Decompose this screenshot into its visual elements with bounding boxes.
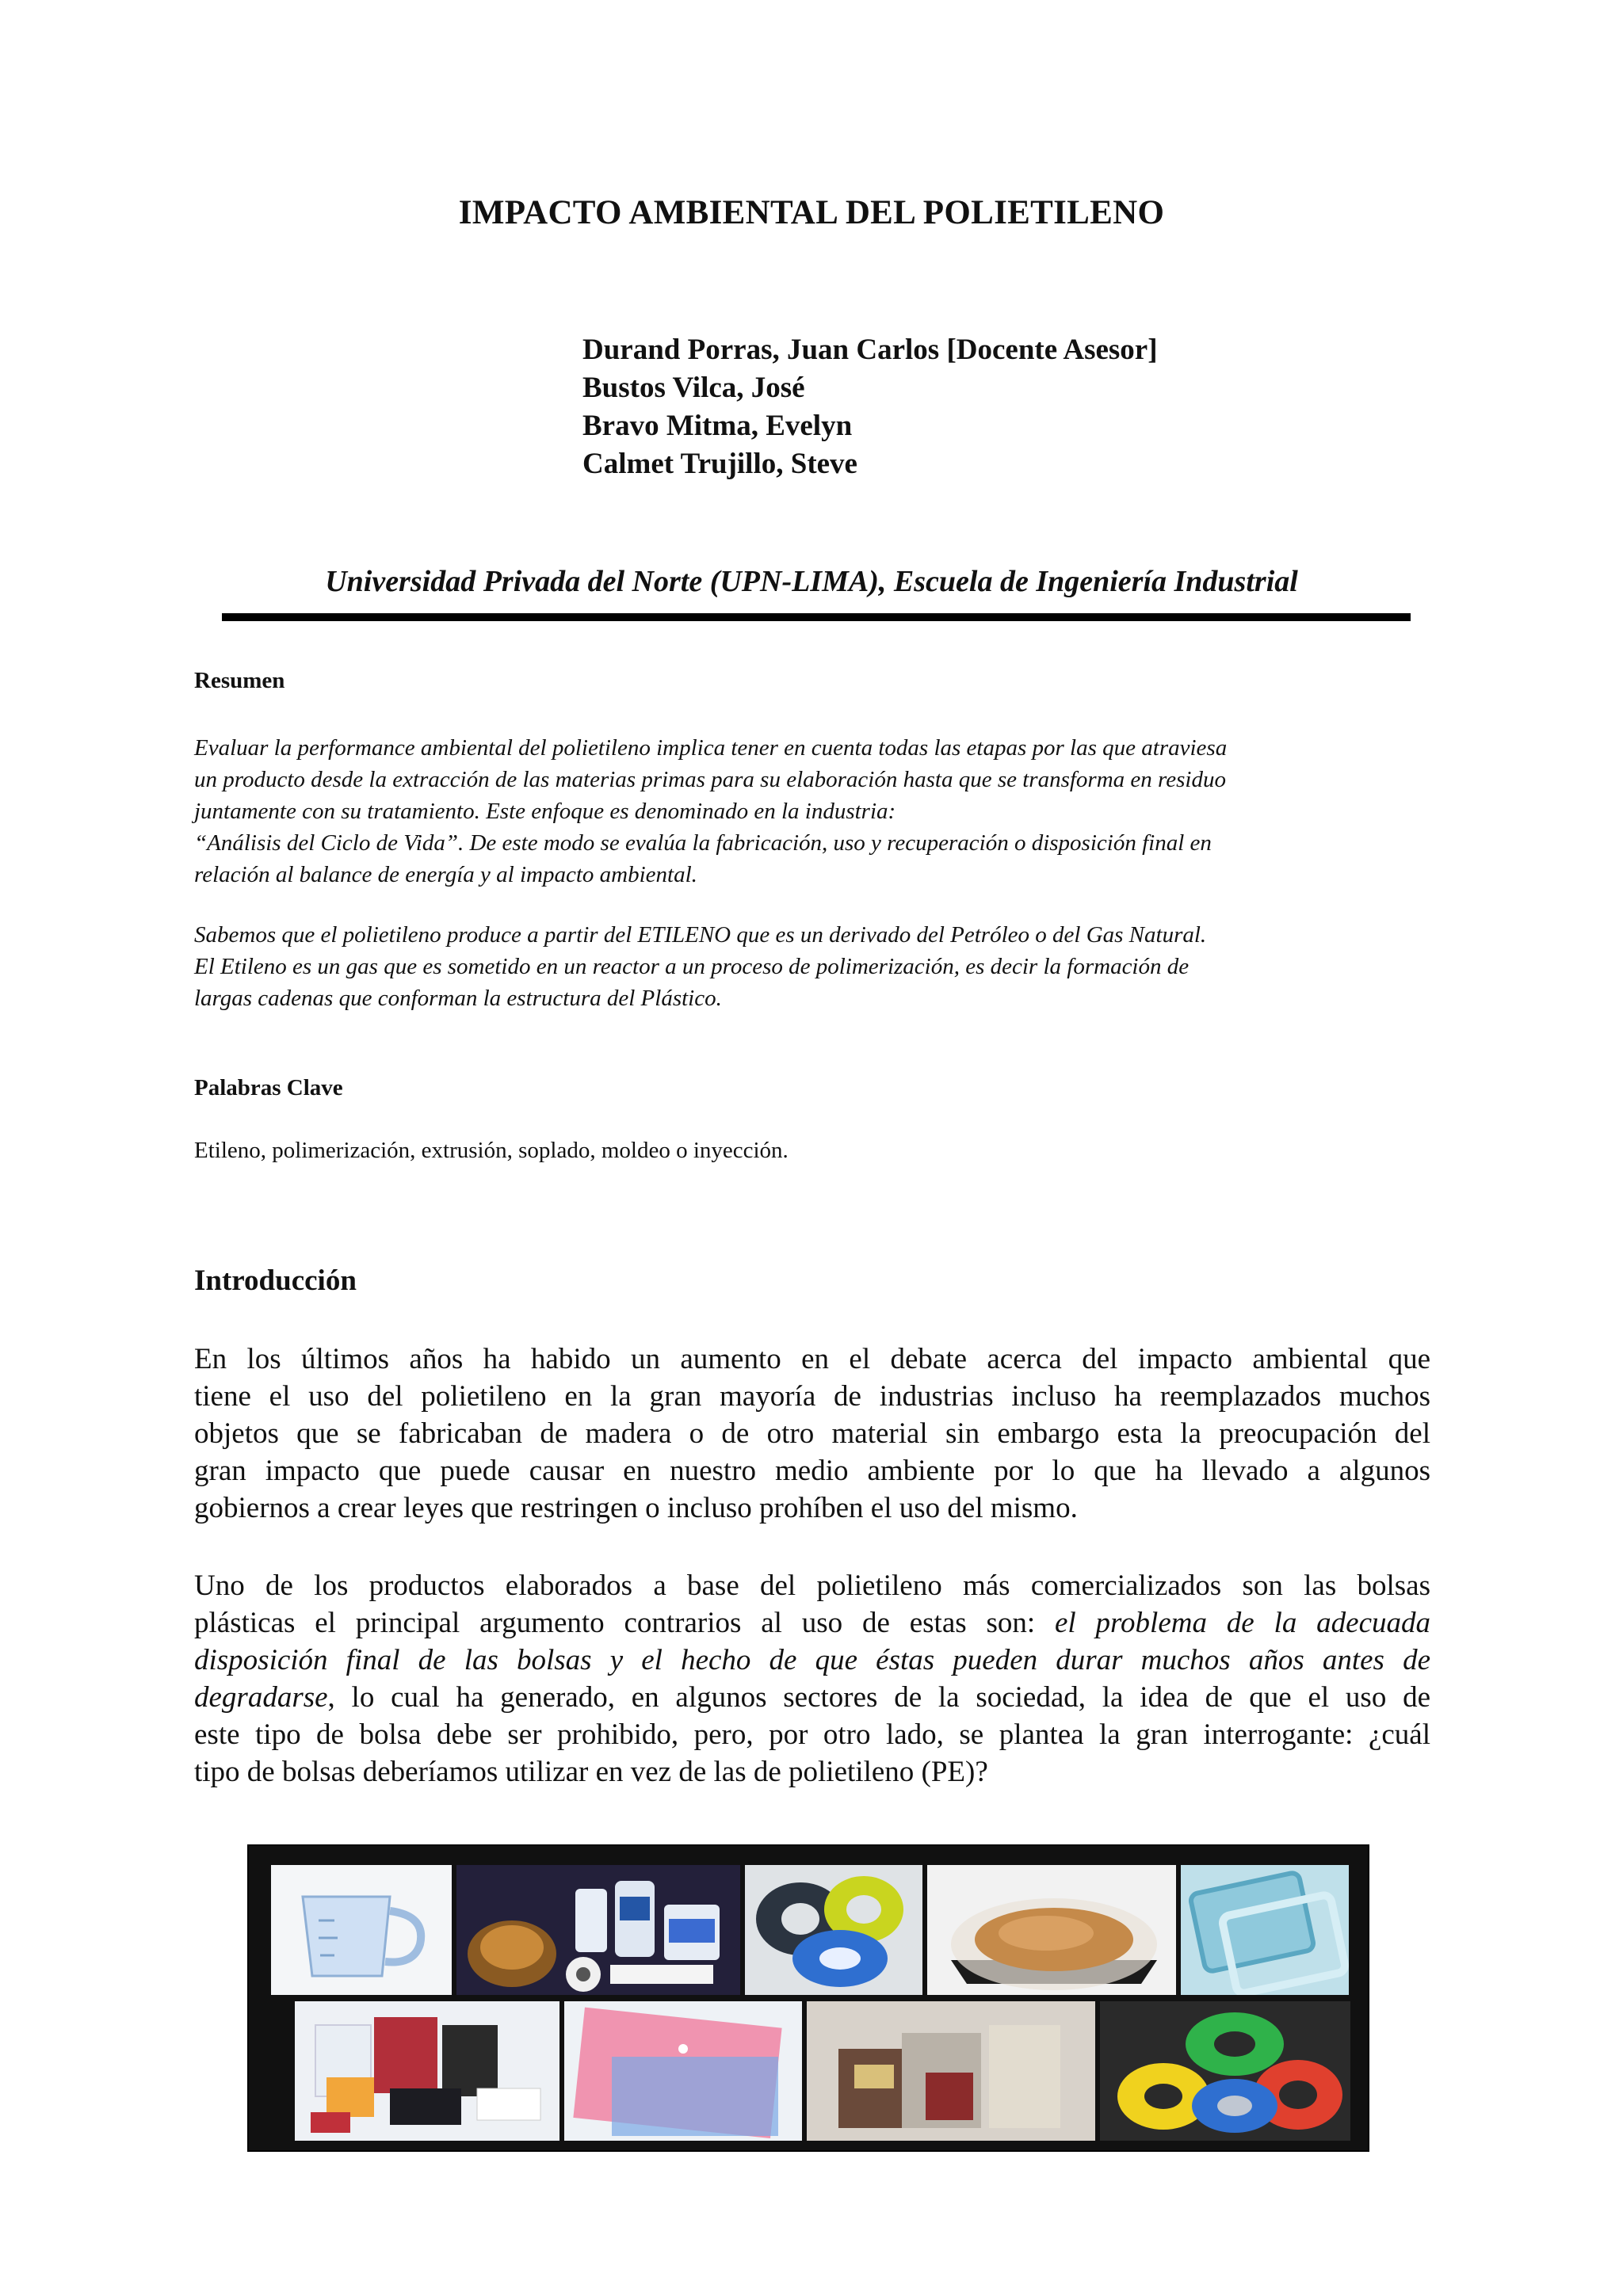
emphasis-text: disposición final de las bolsas y el hecho de que éstas pueden durar muchos años antes de [194,1644,1430,1676]
abstract-paragraph-2 [194,919,1438,1014]
emphasis-text: degradarse [194,1681,328,1714]
polyethylene-products-figure [247,1844,1369,2152]
introduction-heading: Introducción [194,1264,357,1297]
author-name: Bravo Mitma, Evelyn [582,410,853,442]
line-segment: plásticas el principal argumento contrarios al uso de estas son: [194,1607,1055,1639]
pink-folder-photo [564,2001,802,2141]
abstract-line: Evaluar la performance ambiental del polietileno implica tener en cuenta todas las etapas por las que atraviesa [194,735,1228,761]
paragraph-line: objetos que se fabricaban de madera o de otro material sin embargo esta la preocupación del [194,1417,1430,1450]
introduction-paragraph-1 [194,1341,1430,1527]
abstract-line: “Análisis del Ciclo de Vida”. De este modo se evalúa la fabricación, uso y recuperación o disposición final en [194,830,1212,856]
author-list [582,331,1158,483]
abstract-line: juntamente con su tratamiento. Este enfoque es denominado en la industria: [194,799,896,824]
abstract-line: relación al balance de energía y al impacto ambiental. [194,862,697,887]
author-name: Durand Porras, Juan Carlos [Docente Asesor] [582,334,1158,366]
header-divider [222,613,1411,621]
measuring-jug-photo [271,1865,452,1995]
paragraph-line: tiene el uso del polietileno en la gran mayoría de industrias incluso ha reemplazados muchos [194,1380,1430,1413]
emphasis-text: el problema de la adecuada [1055,1607,1430,1639]
abstract-line: Sabemos que el polietileno produce a partir del ETILENO que es un derivado del Petróleo o del Gas Natural. [194,922,1207,948]
paragraph-line [194,1679,1430,1716]
abstract-line: un producto desde la extracción de las materias primas para su elaboración hasta que se transforma en residuo [194,767,1226,792]
paragraph-line: Uno de los productos elaborados a base del polietileno más comercializados son las bolsas [194,1569,1430,1602]
affiliation: Universidad Privada del Norte (UPN-LIMA), Escuela de Ingeniería Industrial [325,565,1298,598]
abstract-line: largas cadenas que conforman la estructura del Plástico. [194,986,722,1011]
abstract-paragraph-1 [194,732,1438,891]
paragraph-line: este tipo de bolsa debe ser prohibido, pero, por otro lado, se plantea la gran interrogante: ¿cuál [194,1718,1430,1751]
author-name: Bustos Vilca, José [582,372,805,404]
paper-title: IMPACTO AMBIENTAL DEL POLIETILENO [458,194,1165,231]
author-name: Calmet Trujillo, Steve [582,448,857,480]
bottles-and-tape-photo [456,1865,740,1995]
paragraph-line: En los últimos años ha habido un aumento en el debate acerca del impacto ambiental que [194,1343,1430,1375]
keywords-heading: Palabras Clave [194,1075,343,1100]
paragraph-line [194,1604,1430,1642]
paragraph-line: gobiernos a crear leyes que restringen o incluso prohíben el uso del mismo. [194,1492,1078,1524]
bags-and-blocks-photo [295,2001,559,2141]
paragraph-line: tipo de bolsas deberíamos utilizar en vez de las de polietileno (PE)? [194,1756,988,1788]
paragraph-line: gran impacto que puede causar en nuestro medio ambiente por lo que ha llevado a algunos [194,1455,1430,1487]
packaging-films-photo [807,2001,1095,2141]
abstract-heading: Resumen [194,668,285,693]
paragraph-line [194,1642,1430,1679]
colored-tape-rolls-photo [1100,2001,1350,2141]
plastic-trays-photo [1181,1865,1349,1995]
food-container-photo [927,1865,1176,1995]
abstract-line: El Etileno es un gas que es sometido en un reactor a un proceso de polimerización, es decir la formación de [194,954,1190,979]
tape-rolls-photo [745,1865,922,1995]
keywords-text: Etileno, polimerización, extrusión, soplado, moldeo o inyección. [194,1138,789,1163]
line-segment: , lo cual ha generado, en algunos sectores de la sociedad, la idea de que el uso de [327,1681,1430,1714]
introduction-paragraph-2 [194,1567,1430,1791]
